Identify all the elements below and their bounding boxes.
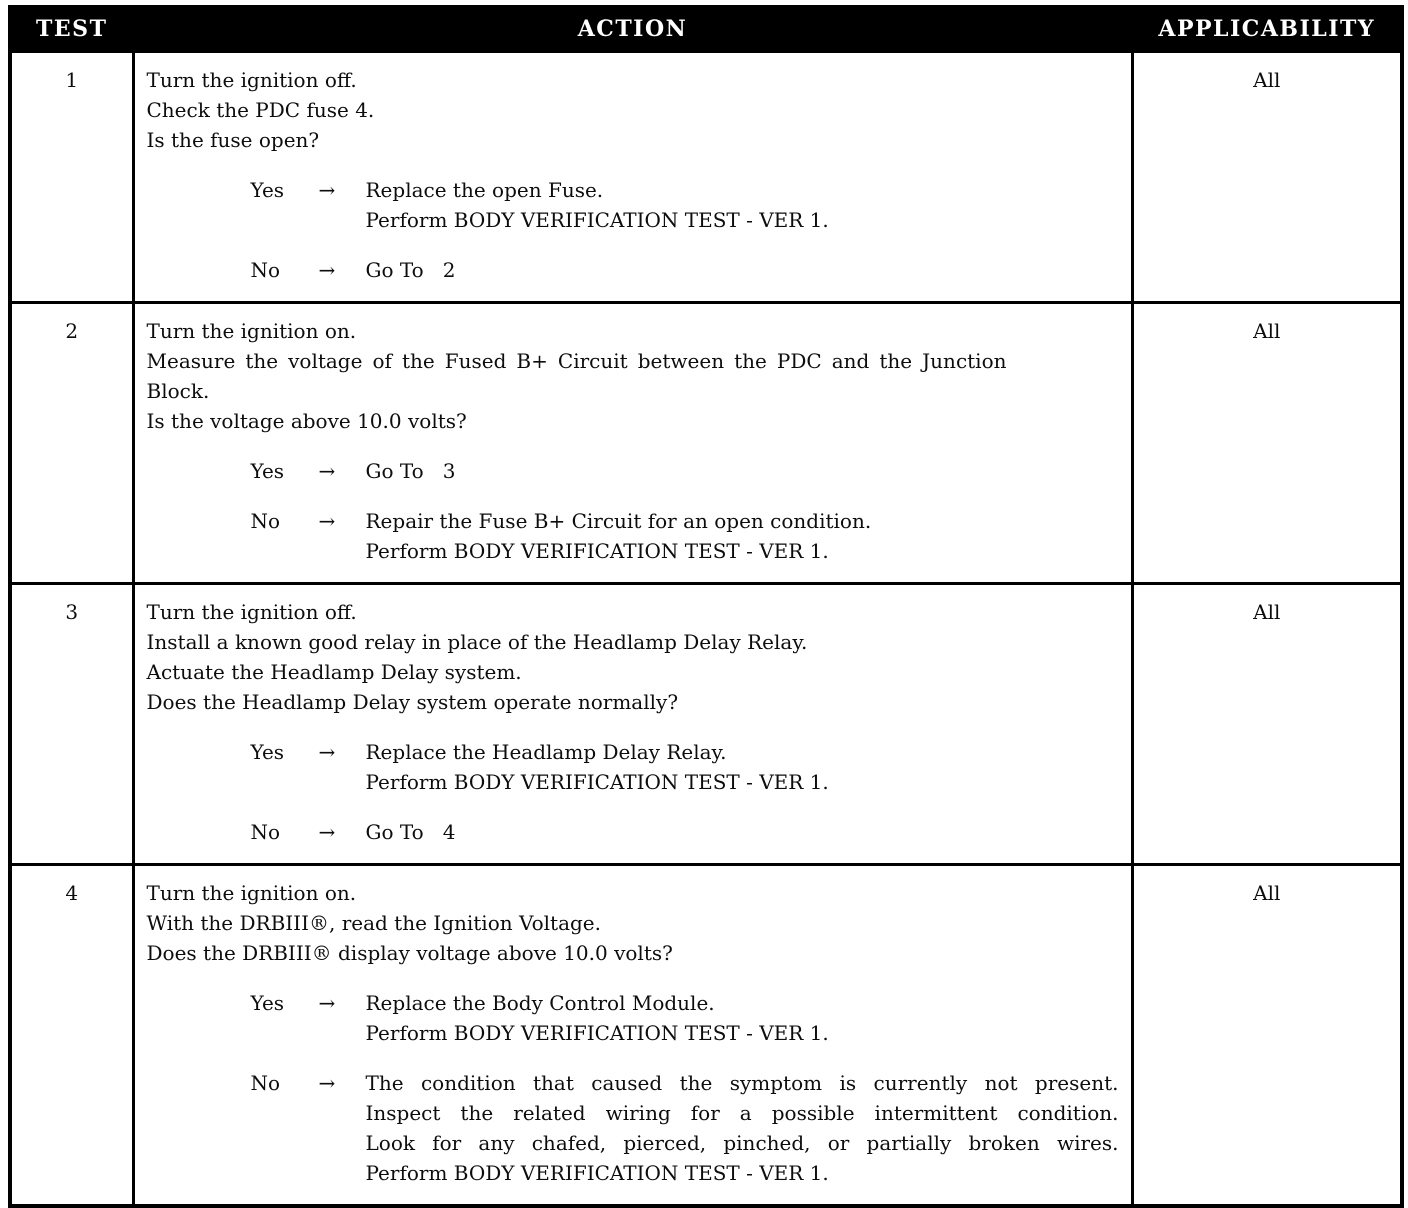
branch-line: Inspect the related wiring for a possible intermittent condition. — [365, 1101, 1119, 1125]
branch-label: No — [250, 258, 281, 282]
arrow-icon: → — [318, 258, 336, 282]
branch-line: Perform BODY VERIFICATION TEST - VER 1. — [365, 770, 829, 794]
branch-label: Yes — [250, 740, 285, 764]
diagnostic-test-table — [8, 5, 1404, 1208]
action-step: Measure the voltage of the Fused B+ Circuit between the PDC and the Junction Block. — [146, 349, 1007, 403]
branch-lines — [366, 175, 1119, 235]
table-row — [10, 52, 1402, 303]
branch-label: No — [250, 1071, 281, 1095]
action-step: Actuate the Headlamp Delay system. — [146, 660, 522, 684]
branch-line: Replace the Headlamp Delay Relay. — [365, 740, 727, 764]
action-step: Check the PDC fuse 4. — [146, 98, 375, 122]
branch-line: Replace the open Fuse. — [365, 178, 604, 202]
action-cell — [133, 584, 1132, 865]
table-row — [10, 303, 1402, 584]
branch-label: Yes — [250, 459, 285, 483]
action-branches — [147, 988, 1119, 1188]
action-steps — [147, 878, 1119, 968]
branch-line: Go To 2 — [365, 258, 456, 282]
decision-branch — [251, 506, 1119, 566]
header-row — [10, 7, 1402, 52]
branch-line: Perform BODY VERIFICATION TEST - VER 1. — [365, 1161, 829, 1185]
arrow-icon: → — [318, 820, 336, 844]
action-step: Is the voltage above 10.0 volts? — [146, 409, 467, 433]
action-column-header: ACTION — [133, 7, 1132, 52]
arrow-icon: → — [318, 740, 336, 764]
applicability-column-header: APPLICABILITY — [1132, 7, 1402, 52]
branch-lines — [366, 1068, 1119, 1188]
action-step: Turn the ignition on. — [146, 319, 357, 343]
branch-line: The condition that caused the symptom is currently not present. — [365, 1071, 1119, 1095]
action-branches — [147, 175, 1119, 285]
action-step: Does the Headlamp Delay system operate normally? — [146, 690, 679, 714]
decision-branch — [251, 817, 1119, 847]
arrow-icon: → — [318, 1071, 336, 1095]
test-number: 2 — [10, 303, 133, 584]
branch-line: Go To 4 — [365, 820, 456, 844]
test-number: 1 — [10, 52, 133, 303]
decision-branch — [251, 456, 1119, 486]
branch-lines — [366, 737, 1119, 797]
branch-label: Yes — [250, 178, 285, 202]
table-row — [10, 584, 1402, 865]
branch-label: Yes — [250, 991, 285, 1015]
action-step: Turn the ignition on. — [146, 881, 357, 905]
table-header — [10, 7, 1402, 52]
branch-lines — [366, 255, 1119, 285]
action-branches — [147, 456, 1119, 566]
test-number: 3 — [10, 584, 133, 865]
action-step: Install a known good relay in place of the Headlamp Delay Relay. — [146, 630, 808, 654]
decision-branch — [251, 988, 1119, 1048]
table-body — [10, 52, 1402, 1207]
arrow-icon: → — [318, 178, 336, 202]
table-row — [10, 865, 1402, 1207]
applicability-value: All — [1132, 52, 1402, 303]
decision-branch — [251, 737, 1119, 797]
branch-line: Perform BODY VERIFICATION TEST - VER 1. — [365, 1021, 829, 1045]
decision-branch — [251, 255, 1119, 285]
test-number: 4 — [10, 865, 133, 1207]
action-step: Is the fuse open? — [146, 128, 320, 152]
branch-line: Replace the Body Control Module. — [365, 991, 715, 1015]
branch-line: Repair the Fuse B+ Circuit for an open condition. — [365, 509, 872, 533]
decision-branch — [251, 1068, 1119, 1188]
action-steps — [147, 316, 1119, 436]
branch-lines — [366, 988, 1119, 1048]
action-cell — [133, 52, 1132, 303]
branch-lines — [366, 817, 1119, 847]
branch-line: Go To 3 — [365, 459, 456, 483]
action-steps — [147, 65, 1119, 155]
applicability-value: All — [1132, 303, 1402, 584]
branch-line: Perform BODY VERIFICATION TEST - VER 1. — [365, 539, 829, 563]
action-cell — [133, 303, 1132, 584]
action-step: With the DRBIII®, read the Ignition Voltage. — [146, 911, 601, 935]
test-column-header: TEST — [10, 7, 133, 52]
action-step: Turn the ignition off. — [146, 600, 357, 624]
applicability-value: All — [1132, 865, 1402, 1207]
action-steps — [147, 597, 1119, 717]
branch-lines — [366, 456, 1119, 486]
branch-line: Perform BODY VERIFICATION TEST - VER 1. — [365, 208, 829, 232]
decision-branch — [251, 175, 1119, 235]
branch-label: No — [250, 820, 281, 844]
action-step: Does the DRBIII® display voltage above 10.0 volts? — [146, 941, 673, 965]
arrow-icon: → — [318, 459, 336, 483]
arrow-icon: → — [318, 991, 336, 1015]
branch-line: Look for any chafed, pierced, pinched, or partially broken wires. — [365, 1131, 1119, 1155]
action-branches — [147, 737, 1119, 847]
arrow-icon: → — [318, 509, 336, 533]
applicability-value: All — [1132, 584, 1402, 865]
action-cell — [133, 865, 1132, 1207]
action-step: Turn the ignition off. — [146, 68, 357, 92]
branch-lines — [366, 506, 1119, 566]
branch-label: No — [250, 509, 281, 533]
